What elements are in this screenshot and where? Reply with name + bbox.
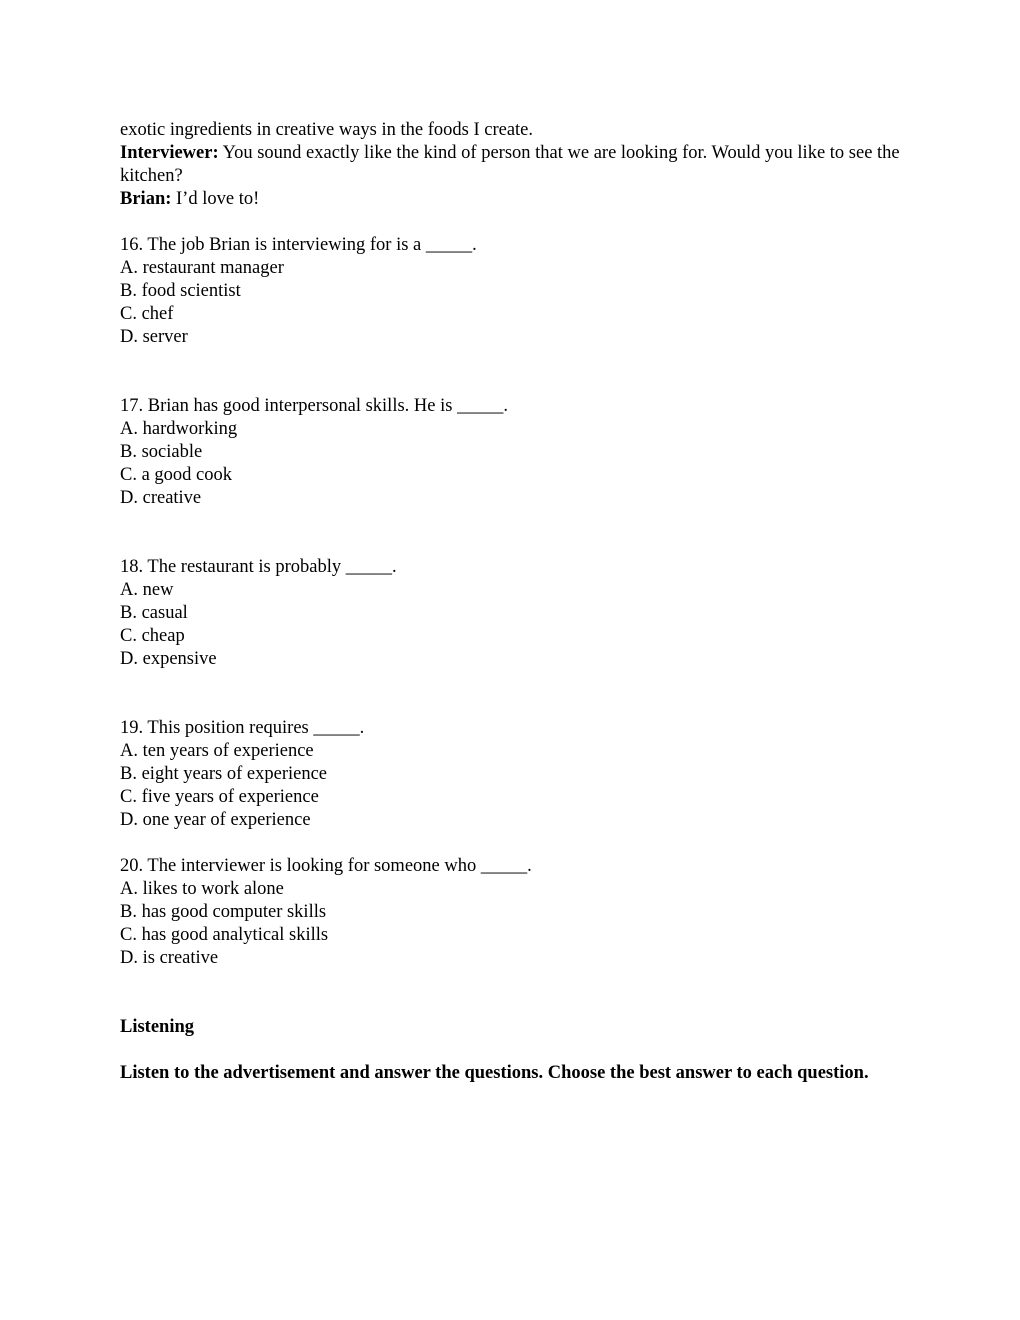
answer-option: B. sociable xyxy=(120,442,203,462)
question-20 xyxy=(120,855,900,970)
answer-option: D. creative xyxy=(120,488,202,508)
instructions-text: Listen to the advertisement and answer the questions. Choose the best answer to each question. xyxy=(120,1063,869,1083)
answer-option: D. expensive xyxy=(120,649,217,669)
answer-option: B. casual xyxy=(120,603,188,623)
interviewer-speaker: Interviewer: xyxy=(120,143,219,163)
answer-option: B. has good computer skills xyxy=(120,902,327,922)
dialogue-continuation: exotic ingredients in creative ways in the foods I create. xyxy=(120,120,534,140)
document-page xyxy=(120,119,900,1085)
question-stem: 18. The restaurant is probably _____. xyxy=(120,557,397,577)
question-16 xyxy=(120,234,900,349)
brian-speaker: Brian: xyxy=(120,189,172,209)
answer-option: A. new xyxy=(120,580,174,600)
answer-option: A. restaurant manager xyxy=(120,258,284,278)
answer-option: A. hardworking xyxy=(120,419,238,439)
answer-option: C. a good cook xyxy=(120,465,233,485)
answer-option: C. five years of experience xyxy=(120,787,319,807)
answer-option: A. ten years of experience xyxy=(120,741,314,761)
section-heading-listening xyxy=(120,1016,900,1039)
answer-option: A. likes to work alone xyxy=(120,879,284,899)
brian-text: I’d love to! xyxy=(171,189,260,209)
answer-option: C. chef xyxy=(120,304,174,324)
answer-option: B. eight years of experience xyxy=(120,764,328,784)
answer-option: D. is creative xyxy=(120,948,219,968)
answer-option: C. cheap xyxy=(120,626,185,646)
answer-option: C. has good analytical skills xyxy=(120,925,329,945)
section-heading-text: Listening xyxy=(120,1017,195,1037)
brian-line xyxy=(120,188,900,211)
answer-option: D. server xyxy=(120,327,188,347)
question-stem: 17. Brian has good interpersonal skills. He is _____. xyxy=(120,396,508,416)
question-stem: 20. The interviewer is looking for someone who _____. xyxy=(120,856,532,876)
interviewer-line xyxy=(120,142,900,188)
question-19 xyxy=(120,717,900,832)
listening-instructions xyxy=(120,1062,900,1085)
interviewer-text: You sound exactly like the kind of person that we are looking for. Would you like to see the kitchen? xyxy=(120,143,900,186)
answer-option: B. food scientist xyxy=(120,281,241,301)
question-stem: 19. This position requires _____. xyxy=(120,718,365,738)
answer-option: D. one year of experience xyxy=(120,810,311,830)
question-stem: 16. The job Brian is interviewing for is a _____. xyxy=(120,235,477,255)
question-17 xyxy=(120,395,900,510)
question-18 xyxy=(120,556,900,671)
